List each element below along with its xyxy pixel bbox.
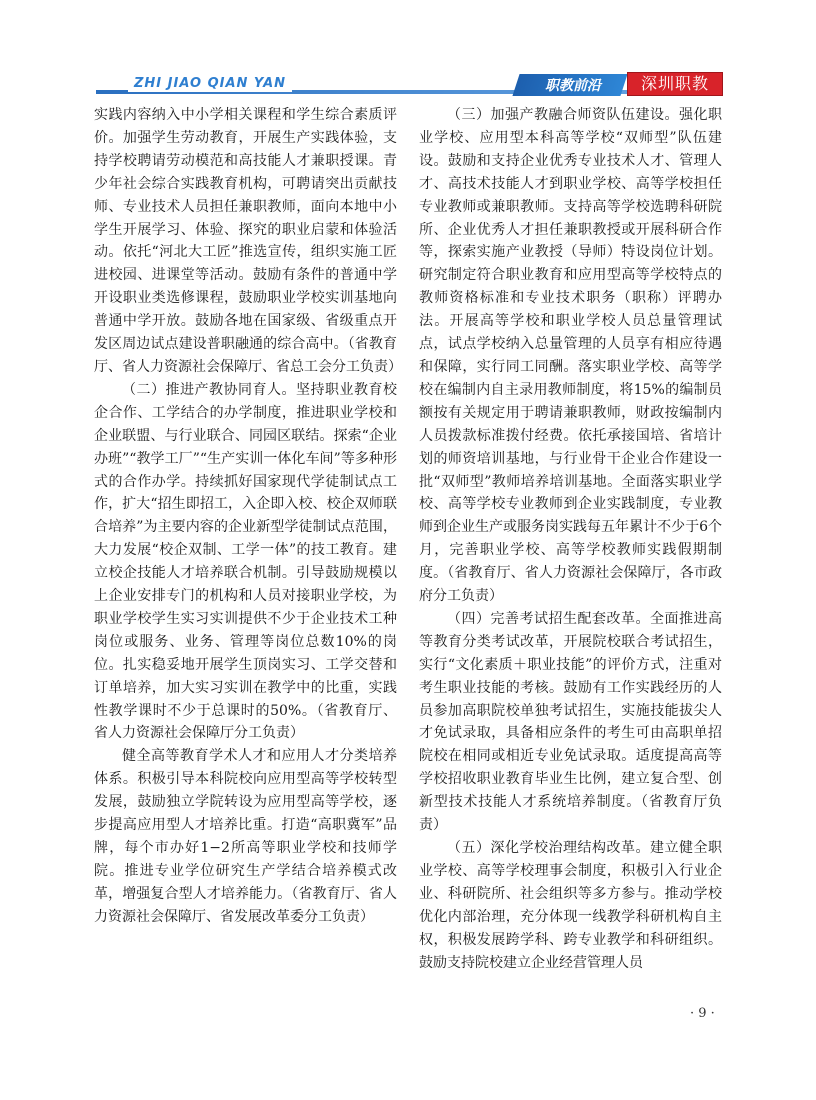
paragraph: 健全高等教育学术人才和应用人才分类培养体系。积极引导本科院校向应用型高等学校转型发展，鼓励独立学院转设为应用型高等学校，逐步提高应用型人才培养比重。打造“高职冀军”品牌，每个市办好1−2所高等职业学校和技师学院。推进专业学位研究生产学结合培养模式改革，增强复合型人才培养能力。（省教育厅、省人力资源社会保障厅、省发展改革委分工负责） <box>94 748 397 925</box>
paragraph: （四）完善考试招生配套改革。全面推进高等教育分类考试改革，开展院校联合考试招生，实行“文化素质＋职业技能”的评价方式，注重对考生职业技能的考核。鼓励有工作实践经历的人员参加高职院校单独考试招生，实施技能拔尖人才免试录取，具备相应条件的考生可由高职单招院校在相同或相近专业免试录取。适度提高高等学校招收职业教育毕业生比例，建立复合型、创新型技术技能人才系统培养制度。（省教育厅负责） <box>419 610 722 834</box>
header-badge-text: 职教前沿 <box>545 78 601 94</box>
header-english-title: ZHI JIAO QIAN YAN <box>128 76 292 92</box>
paragraph: 实践内容纳入中小学相关课程和学生综合素质评价。加强学生劳动教育，开展生产实践体验，支持学校聘请劳动模范和高技能人才兼职授课。青少年社会综合实践教育机构，可聘请突出贡献技师、专业技术人员担任兼职教师，面向本地中小学生开展学习、体验、探究的职业启蒙和体验活动。依托“河北大工匠”推选宣传，组织实施工匠进校园、进课堂等活动。鼓励有条件的普通中学开设职业类选修课程，鼓励职业学校实训基地向普通中学开放。鼓励各地在国家级、省级重点开发区周边试点建设普职融通的综合高中。（省教育厅、省人力资源社会保障厅、省总工会分工负责） <box>94 107 402 375</box>
paragraph: （三）加强产教融合师资队伍建设。强化职业学校、应用型本科高等学校“双师型”队伍建设。鼓励和支持企业优秀专业技术人才、管理人才、高技术技能人才到职业学校、高等学校担任专业教师或兼职教师。支持高等学校选聘科研院所、企业优秀人才担任兼职教授或开展科研合作等，探索实施产业教授（导师）特设岗位计划。研究制定符合职业教育和应用型高等学校特点的教师资格标准和专业技术职务（职称）评聘办法。开展高等学校和职业学校人员总量管理试点，试点学校纳入总量管理的人员享有相应待遇和保障，实行同工同酬。落实职业学校、高等学校在编制内自主录用教师制度，将15%的编制员额按有关规定用于聘请兼职教师，财政按编制内人员拨款标准拨付经费。依托承接国培、省培计划的师资培训基地，与行业骨干企业合作建设一批“双师型”教师培养培训基地。全面落实职业学校、高等学校专业教师到企业实践制度，专业教师到企业生产或服务岗实践每五年累计不少于6个月，完善职业学校、高等学校教师实践假期制度。（省教育厅、省人力资源社会保障厅，各市政府分工负责） <box>419 107 722 605</box>
page-number: · 9 · <box>690 1006 715 1021</box>
left-column <box>94 104 402 929</box>
running-header <box>96 76 723 96</box>
paragraph: （二）推进产教协同育人。坚持职业教育校企合作、工学结合的办学制度，推进职业学校和企业联盟、与行业联合、同园区联结。探索“企业办班”“教学工厂”“生产实训一体化车间”等多种形式的合作办学。持续抓好国家现代学徒制试点工作，扩大“招生即招工，入企即入校、校企双师联合培养”为主要内容的企业新型学徒制试点范围，大力发展“校企双制、工学一体”的技工教育。建立校企技能人才培养联合机制。引导鼓励规模以上企业安排专门的机构和人员对接职业学校，为职业学校学生实习实训提供不少于企业技术工种岗位或服务、业务、管理等岗位总数10%的岗位。扎实稳妥地开展学生顶岗实习、工学交替和订单培养，加大实习实训在教学中的比重，实践性教学课时不少于总课时的50%。（省教育厅、省人力资源社会保障厅分工负责） <box>94 381 397 742</box>
paragraph: （五）深化学校治理结构改革。建立健全职业学校、高等学校理事会制度，积极引入行业企业、科研院所、社会组织等多方参与。推动学校优化内部治理，充分体现一线教学科研机构自主权，积极发展跨学科、跨专业教学和科研组织。鼓励支持院校建立企业经营管理人员 <box>419 840 722 971</box>
right-column <box>419 104 722 974</box>
journal-logo: 深圳职教 <box>627 72 723 96</box>
